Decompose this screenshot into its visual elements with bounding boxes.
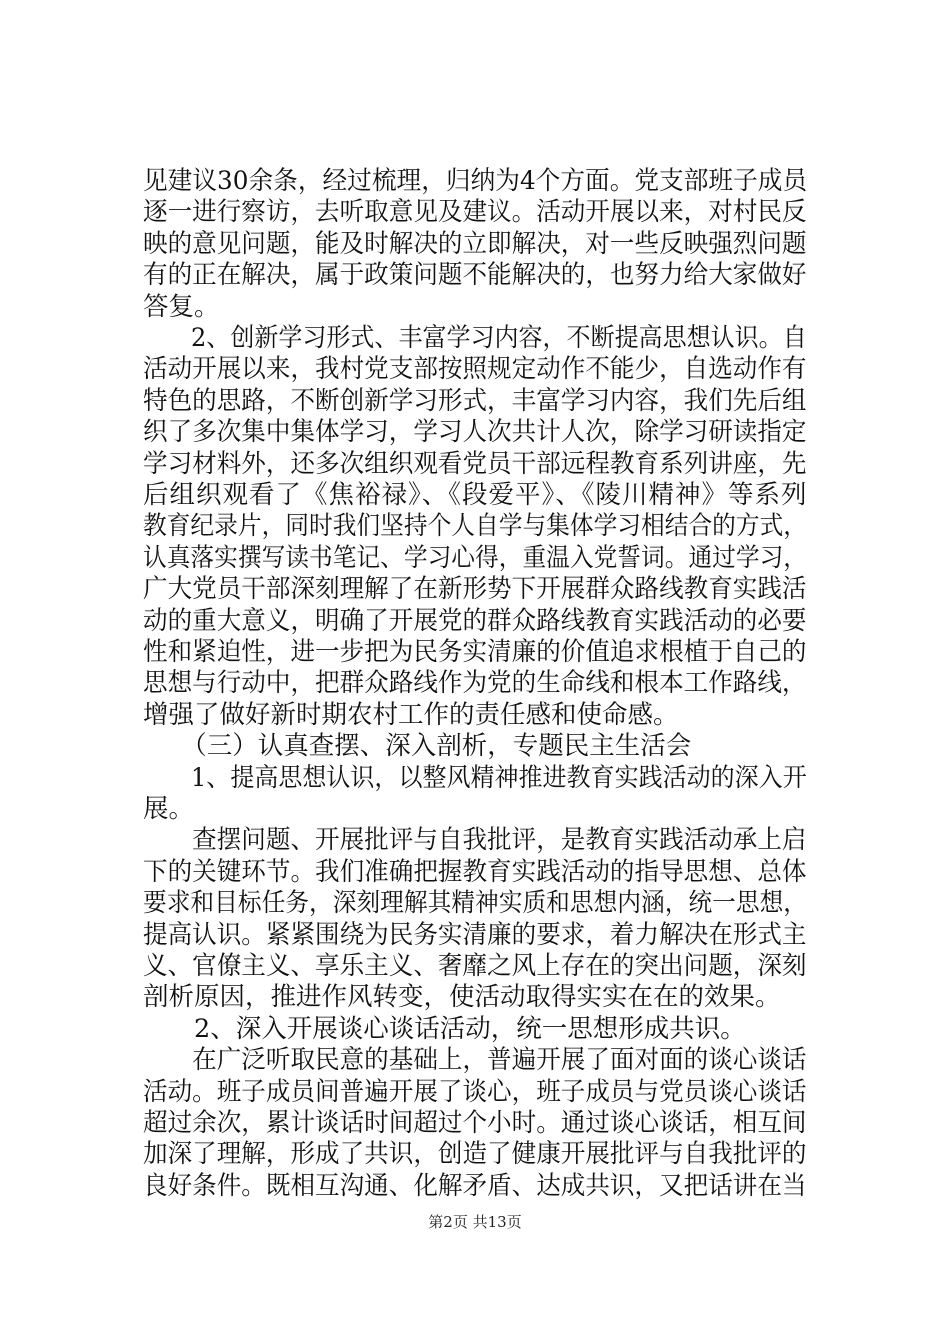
text-line: 超过余次，累计谈话时间超过个小时。通过谈心谈话，相互间 <box>143 1108 807 1138</box>
text-line: 学习材料外，还多次组织观看党员干部远程教育系列讲座，先 <box>143 448 807 479</box>
text-line: 织了多次集中集体学习，学习人次共计人次，除学习研读指定 <box>143 417 807 448</box>
text-line: 展。 <box>143 794 195 824</box>
text-line: 活动。班子成员间普遍开展了谈心，班子成员与党员谈心谈话 <box>143 1076 807 1107</box>
page-footer: 第2页 共13页 <box>428 1213 522 1231</box>
text-line: 映的意见问题，能及时解决的立即解决，对一些反映强烈问题 <box>143 228 807 259</box>
text-line: 查摆问题、开展批评与自我批评，是教育实践活动承上启 <box>143 825 807 856</box>
text-line: 下的关键环节。我们准确把握教育实践活动的指导思想、总体 <box>143 856 807 887</box>
text-line: 提高认识。紧紧围绕为民务实清廉的要求，着力解决在形式主 <box>143 919 807 950</box>
text-line: 良好条件。既相互沟通、化解矛盾、达成共识，又把话讲在当 <box>143 1170 807 1201</box>
text-line: 思想与行动中，把群众路线作为党的生命线和根本工作路线， <box>143 668 807 699</box>
text-line: 加深了理解，形成了共识，创造了健康开展批评与自我批评的 <box>143 1139 807 1170</box>
text-line: 2、深入开展谈心谈话活动，统一思想形成共识。 <box>143 1013 746 1044</box>
text-line: 剖析原因，推进作风转变，使活动取得实实在在的效果。 <box>143 982 781 1013</box>
text-line: 义、官僚主义、享乐主义、奢靡之风上存在的突出问题，深刻 <box>143 951 807 981</box>
text-line: 活动开展以来，我村党支部按照规定动作不能少，自选动作有 <box>143 354 807 385</box>
text-line: 逐一进行察访，去听取意见及建议。活动开展以来，对村民反 <box>143 197 807 228</box>
text-line: 动的重大意义，明确了开展党的群众路线教育实践活动的必要 <box>143 605 807 636</box>
text-line: 广大党员干部深刻理解了在新形势下开展群众路线教育实践活 <box>143 574 807 605</box>
text-line: 教育纪录片，同时我们坚持个人自学与集体学习相结合的方式， <box>143 511 808 542</box>
text-line: 性和紧迫性，进一步把为民务实清廉的价值追求根植于自己的 <box>143 637 807 667</box>
text-line: 在广泛听取民意的基础上，普遍开展了面对面的谈心谈话 <box>143 1045 807 1076</box>
text-line: 有的正在解决，属于政策问题不能解决的，也努力给大家做好 <box>143 260 807 291</box>
text-line: （三）认真查摆、深入剖析，专题民主生活会 <box>143 731 692 762</box>
text-line: 增强了做好新时期农村工作的责任感和使命感。 <box>143 699 679 730</box>
text-line: 1、提高思想认识，以整风精神推进教育实践活动的深入开 <box>143 762 807 793</box>
text-line: 见建议30余条，经过梳理，归纳为4个方面。党支部班子成员 <box>143 166 808 196</box>
text-line: 答复。 <box>143 291 220 322</box>
text-line: 要求和目标任务，深刻理解其精神实质和思想内涵，统一思想， <box>143 888 808 919</box>
text-line: 后组织观看了《焦裕禄》、《段爱平》、《陵川精神》等系列 <box>143 480 808 510</box>
text-line: 特色的思路，不断创新学习形式，丰富学习内容，我们先后组 <box>143 385 807 416</box>
text-line: 认真落实撰写读书笔记、学习心得，重温入党誓词。通过学习， <box>143 542 808 573</box>
text-line: 2、创新学习形式、丰富学习内容，不断提高思想认识。自 <box>143 323 807 353</box>
